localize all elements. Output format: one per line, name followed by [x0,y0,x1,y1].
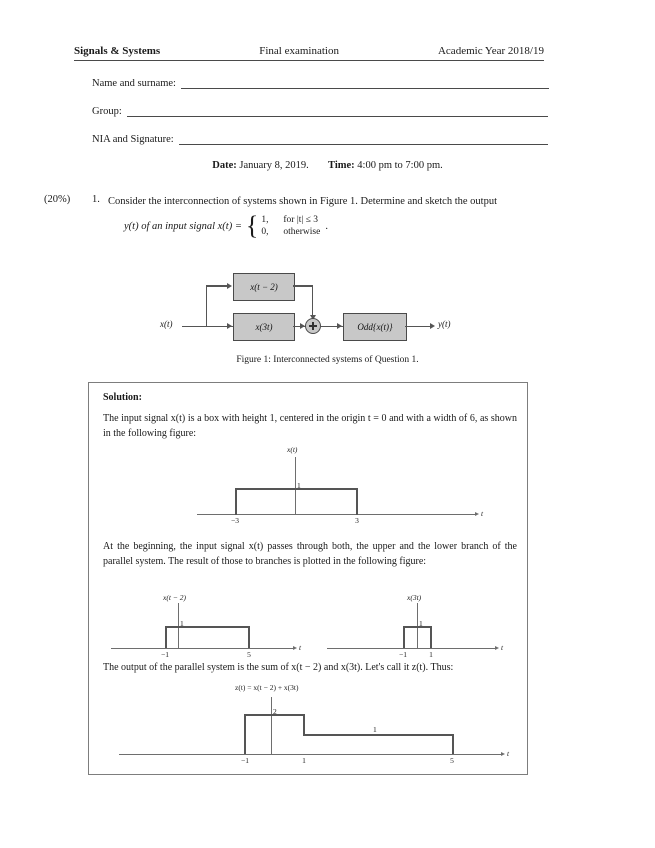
plot3-amplitude-label: 1 [419,619,423,628]
date-value: January 8, 2019. [239,160,309,171]
plot4-fall-edge [452,734,454,754]
plot2-fall-edge [248,626,250,648]
diagram-output-label: y(t) [438,319,451,329]
field-name-label: Name and surname: [92,78,176,89]
wire-delay-down [312,285,313,319]
plot3-y-axis-label: x(3t) [407,593,422,602]
question-statement: Consider the interconnection of systems shown in Figure 1. Determine and sketch the output [108,196,498,207]
summer-node[interactable] [305,318,321,334]
brace-left-icon: { [245,211,259,240]
block-diagram [150,265,500,350]
field-name-rule[interactable] [181,79,549,89]
date-label: Date: [212,160,237,171]
plot4-step-down-edge [303,714,305,735]
page-header [74,45,544,61]
plot1-x-axis-label: t [481,509,484,518]
plot1-fall-edge [356,488,358,515]
arrow-output [430,323,435,329]
plot4-level-1-label: 1 [373,725,377,734]
plot3-x-axis-arrowhead [495,646,499,650]
field-nia-label: NIA and Signature: [92,134,174,145]
wire-to-delay-block [206,285,227,286]
plot3-x-axis [327,648,495,649]
solution-box [88,382,528,775]
plot1-x-axis-arrowhead [475,512,479,516]
figure-caption: Figure 1: Interconnected systems of Question 1. [236,355,419,365]
arrow-into-delay-block [227,283,232,289]
block-odd[interactable]: Odd{x(t)} [343,313,407,341]
wire-delay-out [293,285,313,286]
plot4-y-axis [271,697,272,755]
plot1-rise-edge [235,488,237,515]
solution-paragraph-3: The output of the parallel system is the sum of x(t − 2) and x(3t). Let's call it z(t). Thus: [103,662,454,673]
input-signal-plot [117,445,497,527]
plot1-amplitude-label: 1 [297,481,301,490]
block-scale[interactable]: x(3t) [233,313,295,341]
plot1-y-axis-label: x(t) [287,445,298,454]
field-name-and-surname[interactable] [92,78,552,89]
wire-output [405,326,433,327]
plot2-x-axis-arrowhead [293,646,297,650]
question-piecewise-definition [124,213,328,239]
plot3-fall-edge [430,626,432,648]
scaled-signal-plot [317,593,523,659]
arrow-into-odd-block [337,323,342,329]
header-course: Signals & Systems [74,45,161,57]
plot2-xtick-minus1: −1 [161,650,169,659]
plot3-xtick-minus1: −1 [399,650,407,659]
plot1-x-axis [197,514,475,515]
field-nia-and-signature[interactable] [92,134,552,145]
plot3-x-axis-label: t [501,643,504,652]
plot3-rise-edge [403,626,405,648]
time-label: Time: [328,160,355,171]
wire-split-vertical [206,286,207,326]
field-group-label: Group: [92,106,122,117]
plot2-top-level [165,626,249,628]
plot4-level-2-label: 2 [273,707,277,716]
plot1-xtick-3: 3 [355,516,359,525]
arrow-into-scale-block [227,323,232,329]
plot1-y-axis [295,457,296,515]
plot4-x-axis-label: t [507,749,510,758]
plot2-x-axis [111,648,293,649]
field-group-rule[interactable] [127,107,548,117]
plot2-rise-edge [165,626,167,648]
case-2-condition: otherwise [283,227,321,237]
sum-signal-plot [111,683,511,769]
question-piecewise-prefix: y(t) of an input signal x(t) = [124,220,242,232]
plot4-x-axis-arrowhead [501,752,505,756]
delayed-signal-plot [103,593,313,659]
piecewise-cases [261,214,320,238]
solution-paragraph-2: At the beginning, the input signal x(t) passes through both, the upper and the lower branch of the parallel system. The result of those to branches is plotted in the following figure: [103,541,517,567]
exam-datetime-line [0,160,655,171]
plot1-top-level [235,488,357,490]
plot4-xtick-5: 5 [450,756,454,765]
plot2-y-axis-label: x(t − 2) [163,593,186,602]
block-delay[interactable]: x(t − 2) [233,273,295,301]
plot2-x-axis-label: t [299,643,302,652]
plot4-rise-edge [244,714,246,754]
time-value: 4:00 pm to 7:00 pm. [357,160,443,171]
plot2-xtick-5: 5 [247,650,251,659]
piecewise-period: . [325,220,328,232]
plot1-xtick-minus3: −3 [231,516,239,525]
wire-input [182,326,233,327]
question-number: 1. [92,194,100,205]
field-nia-rule[interactable] [179,135,548,145]
solution-paragraph-1: The input signal x(t) is a box with height 1, centered in the origin t = 0 and with a width of 6, as shown in the following figure: [103,413,517,439]
plot4-xtick-1: 1 [302,756,306,765]
case-2-value: 0, [261,227,269,237]
header-exam-type: Final examination [259,45,339,57]
plot2-amplitude-label: 1 [180,619,184,628]
diagram-input-label: x(t) [160,319,173,329]
plot4-title: z(t) = x(t − 2) + x(3t) [235,683,299,692]
header-academic-year: Academic Year 2018/19 [437,45,544,57]
plot4-xtick-minus1: −1 [241,756,249,765]
solution-title: Solution: [103,392,142,403]
question-weight: (20%) [44,194,71,205]
case-1-value: 1, [261,215,269,225]
case-1-condition: for |t| ≤ 3 [283,215,318,225]
plot4-level-1 [303,734,453,736]
plot4-x-axis [119,754,501,755]
field-group[interactable] [92,106,552,117]
plot3-xtick-1: 1 [429,650,433,659]
